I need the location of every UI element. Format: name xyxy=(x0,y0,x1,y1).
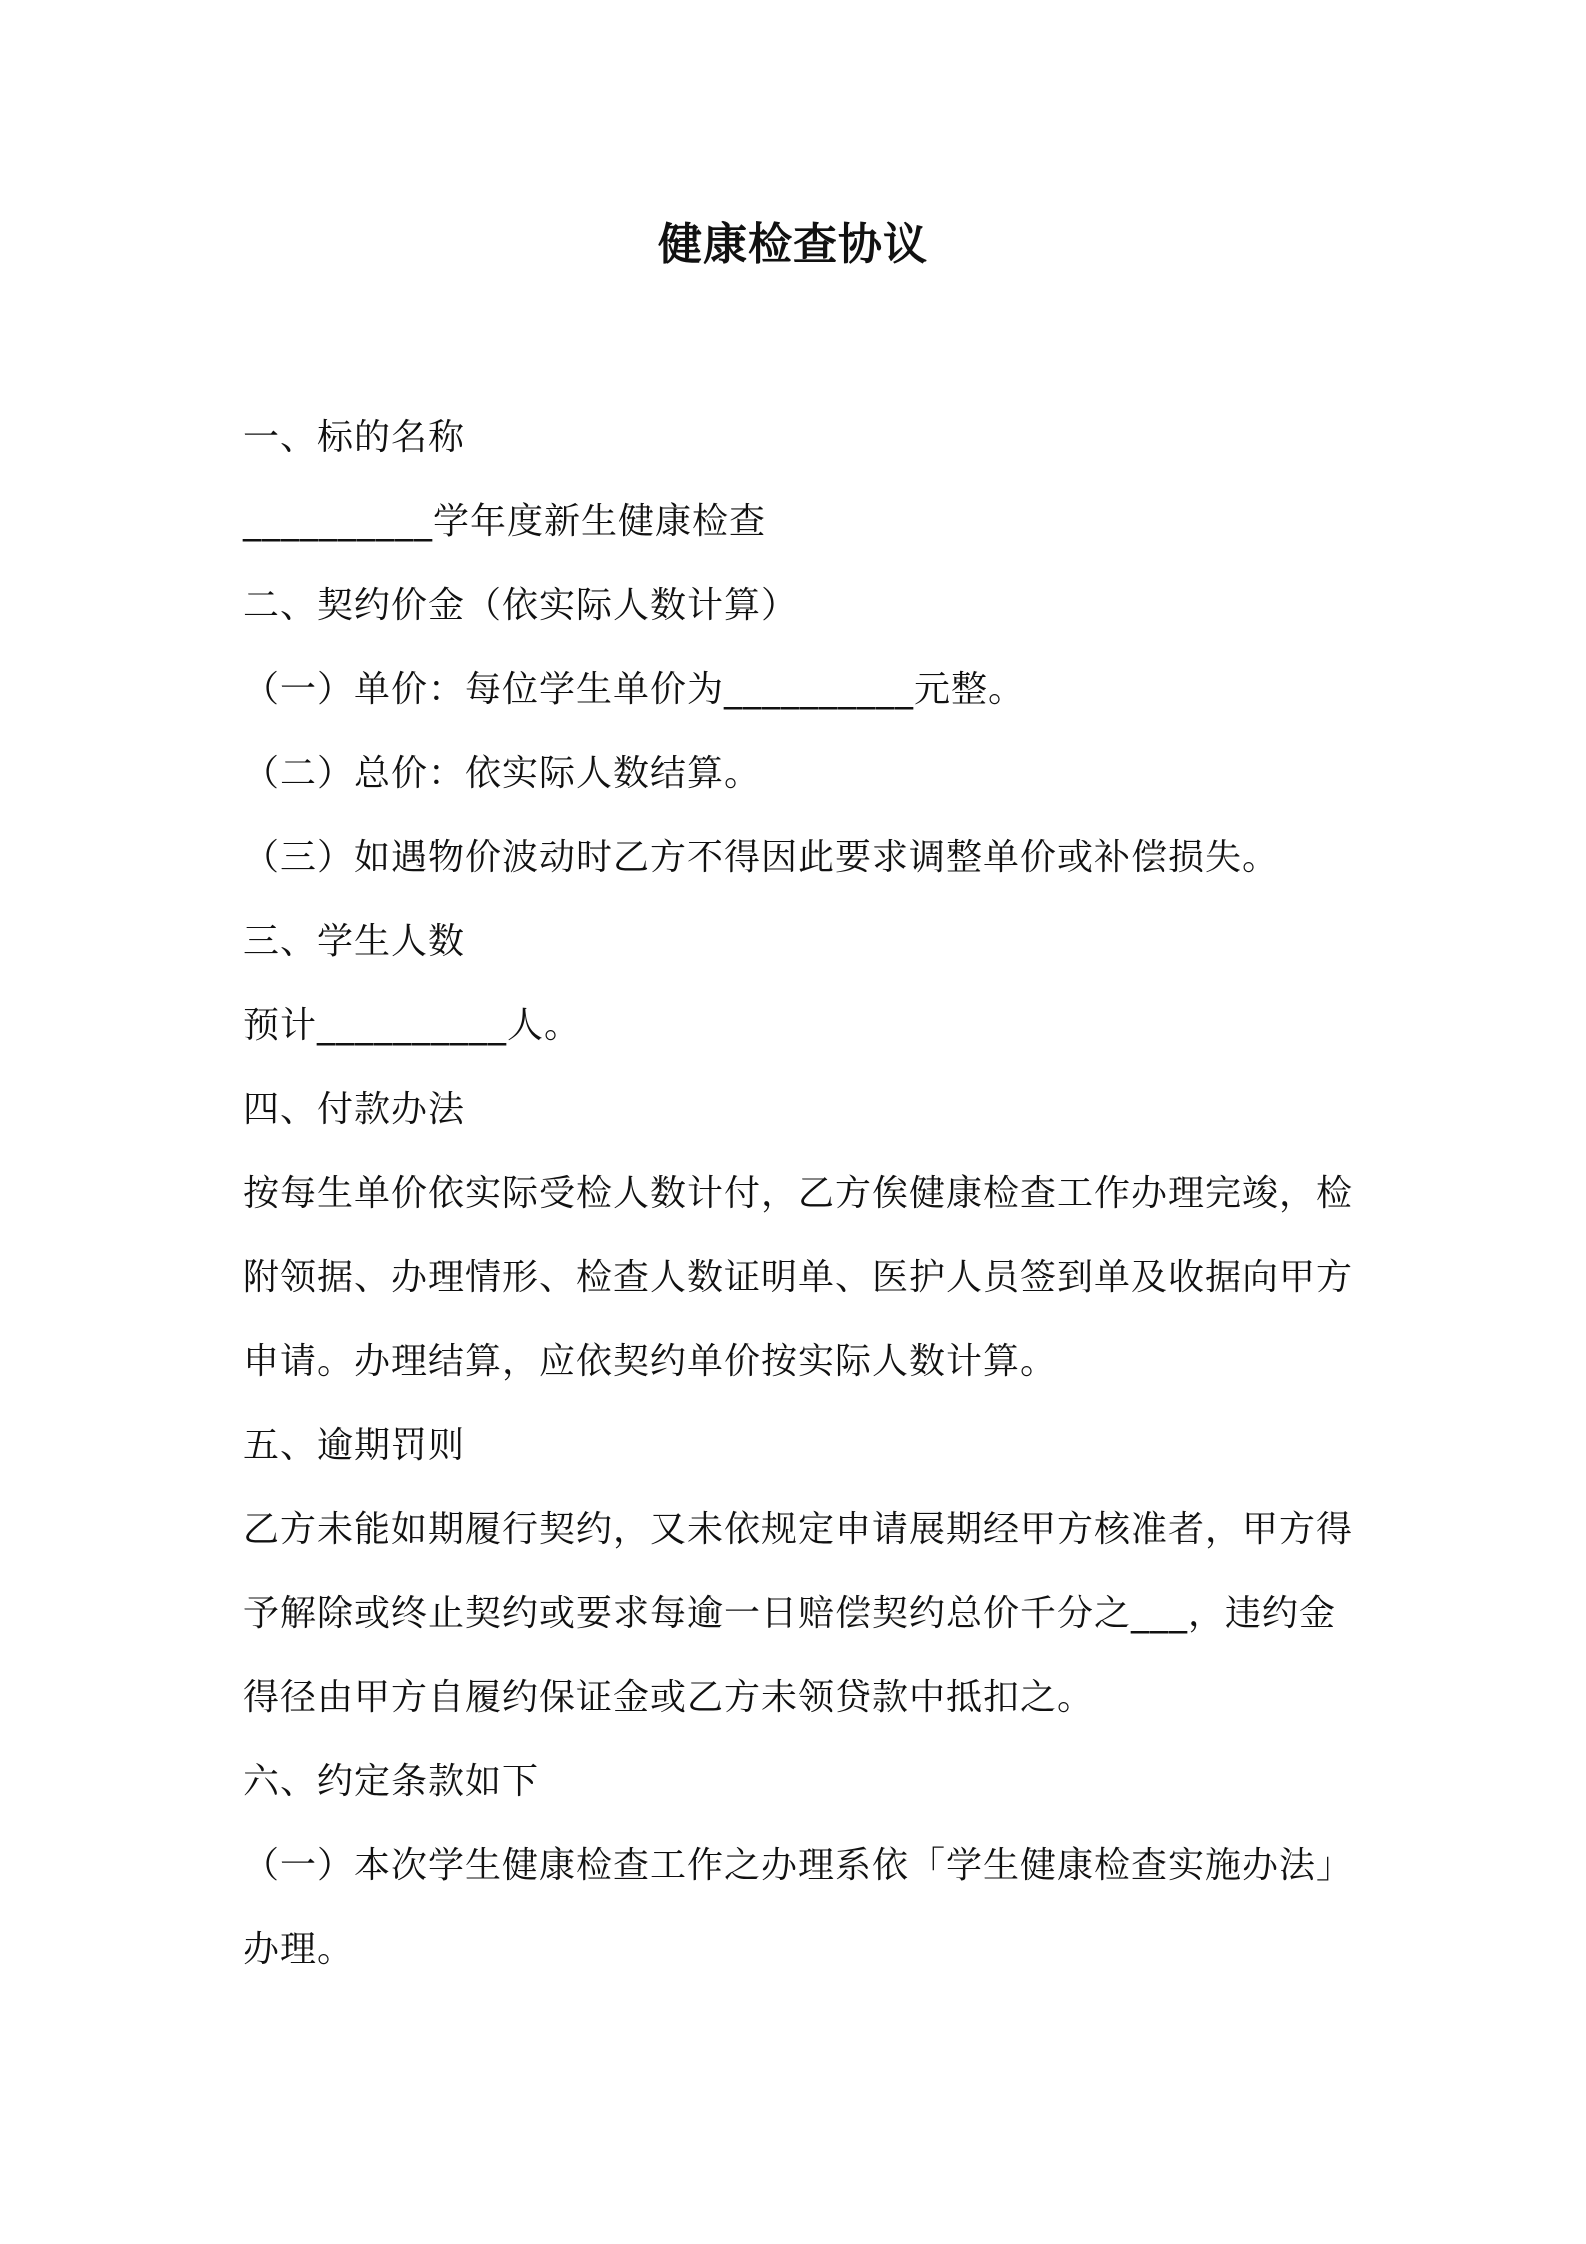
agreed-terms-clause: （一）本次学生健康检查工作之办理系依「学生健康检查实施办法」 xyxy=(243,1845,1354,1886)
payment-paragraph-line: 附领据、办理情形、检查人数证明单、医护人员签到单及收据向甲方 xyxy=(243,1257,1354,1298)
section-heading-2: 二、契约价金（依实际人数计算） xyxy=(243,585,799,626)
agreed-terms-clause: 办理。 xyxy=(243,1929,355,1970)
penalty-paragraph-line: 予解除或终止契约或要求每逾一日赔偿契约总价千分之___，违约金 xyxy=(243,1593,1337,1634)
penalty-paragraph-line: 得径由甲方自履约保证金或乙方未领贷款中抵扣之。 xyxy=(243,1677,1095,1718)
section-heading-1: 一、标的名称 xyxy=(243,417,466,458)
estimated-count-line: 预计__________人。 xyxy=(243,1005,582,1046)
subject-name-line: __________学年度新生健康检查 xyxy=(243,501,767,542)
section-heading-6: 六、约定条款如下 xyxy=(243,1761,540,1802)
section-heading-4: 四、付款办法 xyxy=(243,1089,466,1130)
penalty-paragraph-line: 乙方未能如期履行契约，又未依规定申请展期经甲方核准者，甲方得 xyxy=(243,1509,1354,1550)
unit-price-clause: （一）单价：每位学生单价为__________元整。 xyxy=(243,669,1026,710)
payment-paragraph-line: 申请。办理结算，应依契约单价按实际人数计算。 xyxy=(243,1341,1058,1382)
price-fluctuation-clause: （三）如遇物价波动时乙方不得因此要求调整单价或补偿损失。 xyxy=(243,837,1280,878)
total-price-clause: （二）总价：依实际人数结算。 xyxy=(243,753,762,794)
document-title: 健康检查协议 xyxy=(658,219,928,270)
payment-paragraph-line: 按每生单价依实际受检人数计付，乙方俟健康检查工作办理完竣，检 xyxy=(243,1173,1354,1214)
section-heading-5: 五、逾期罚则 xyxy=(243,1425,466,1466)
section-heading-3: 三、学生人数 xyxy=(243,921,466,962)
